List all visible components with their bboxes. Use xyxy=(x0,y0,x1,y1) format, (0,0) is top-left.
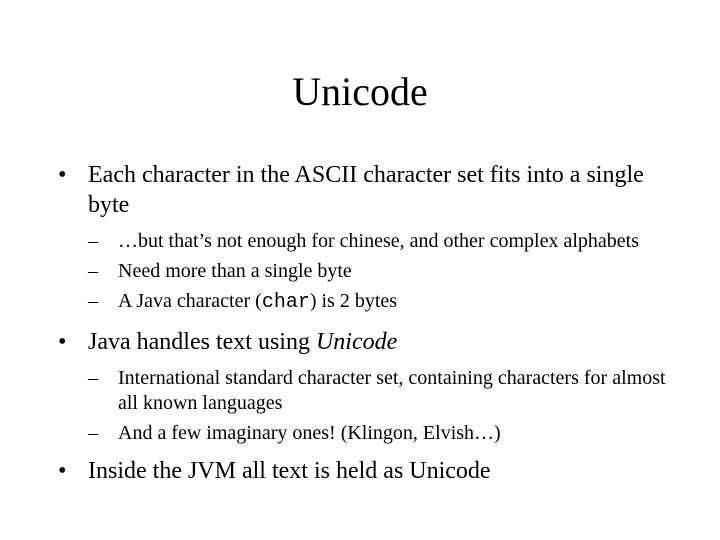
sub-bullet-item xyxy=(58,229,678,254)
sub-bullet-item xyxy=(58,289,678,315)
sub-bullet-list xyxy=(58,366,678,446)
sub-bullet-text: Need more than a single byte xyxy=(118,260,352,282)
sub-bullet-item xyxy=(58,366,678,416)
dash-icon: – xyxy=(88,260,98,282)
sub-bullet-text: International standard character set, containing characters for almost all known languages xyxy=(118,367,666,414)
bullet-text-pre: Java handles text using xyxy=(88,329,316,355)
dash-icon: – xyxy=(88,367,98,389)
sub-bullet-text-post: ) is 2 bytes xyxy=(309,290,398,312)
bullet-point-1 xyxy=(58,160,678,315)
bullet-icon: • xyxy=(58,329,67,355)
sub-bullet-text-pre: A Java character ( xyxy=(118,290,262,312)
sub-bullet-text: …but that’s not enough for chinese, and other complex alphabets xyxy=(118,230,639,252)
bullet-point-3 xyxy=(58,456,678,486)
bullet-icon: • xyxy=(58,162,67,188)
sub-bullet-text: And a few imaginary ones! (Klingon, Elvish…) xyxy=(118,422,501,444)
slide-body xyxy=(58,160,678,486)
slide-title: Unicode xyxy=(292,69,428,114)
bullet-text: Each character in the ASCII character set fits into a single byte xyxy=(88,162,644,218)
sub-bullet-item xyxy=(58,259,678,284)
sub-bullet-list xyxy=(58,229,678,315)
bullet-icon: • xyxy=(58,458,67,484)
bullet-text: Inside the JVM all text is held as Unicode xyxy=(88,458,491,484)
code-keyword: char xyxy=(261,291,310,314)
bullet-text-emphasis: Unicode xyxy=(315,329,398,355)
dash-icon: – xyxy=(88,230,98,252)
bullet-point-2 xyxy=(58,327,678,446)
sub-bullet-item xyxy=(58,421,678,446)
dash-icon: – xyxy=(88,290,98,312)
dash-icon: – xyxy=(88,422,98,444)
